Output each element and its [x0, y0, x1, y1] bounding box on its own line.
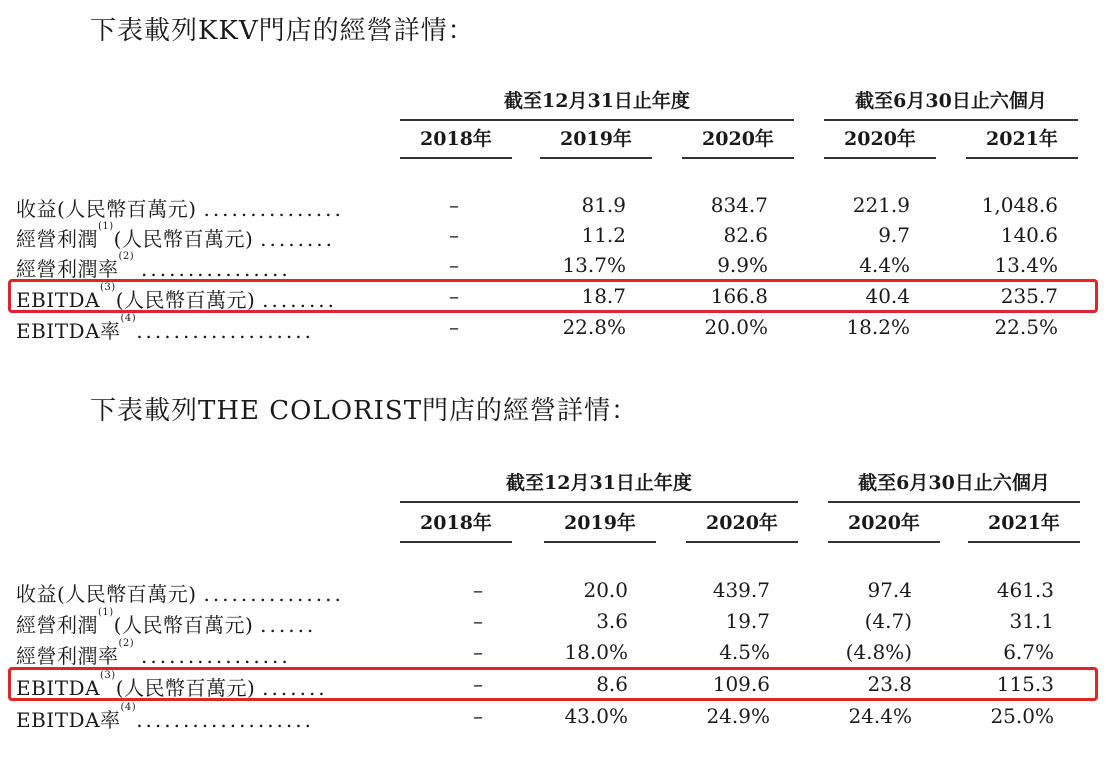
cell-2019: 11.2 — [581, 223, 626, 247]
table-row-ebitda-margin — [0, 704, 1108, 734]
header-year-2020: 2020年 — [682, 124, 794, 159]
table-row-operating-margin — [0, 640, 1108, 670]
cell-2020: 19.7 — [725, 609, 770, 633]
row-label: EBITDA$^{(3)}$(人民幣百萬元) ........ — [16, 282, 338, 312]
cell-2018: – — [473, 704, 483, 728]
cell-2021-half: 31.1 — [1009, 609, 1054, 633]
row-label: EBITDA率$^{(4)}$................... — [16, 702, 314, 732]
header-group-half-year: 截至6月30日止六個月 — [828, 468, 1080, 503]
table-row-revenue — [0, 578, 1108, 608]
cell-2020: 24.9% — [706, 704, 770, 728]
header-group-half-year: 截至6月30日止六個月 — [824, 86, 1078, 121]
cell-2021-half: 6.7% — [1003, 640, 1054, 664]
header-group-annual: 截至12月31日止年度 — [400, 86, 794, 121]
cell-2020-half: 4.4% — [859, 253, 910, 277]
cell-2021-half: 25.0% — [990, 704, 1054, 728]
table-row-ebitda — [0, 672, 1108, 702]
cell-2021-half: 13.4% — [994, 253, 1058, 277]
cell-2020-half: 23.8 — [867, 672, 912, 696]
cell-2018: – — [449, 284, 459, 308]
table-row-ebitda — [0, 284, 1108, 314]
table-row-ebitda-margin — [0, 315, 1108, 345]
header-year-2021-half: 2021年 — [966, 124, 1078, 159]
cell-2019: 3.6 — [596, 609, 628, 633]
cell-2020: 20.0% — [704, 315, 768, 339]
cell-2020: 4.5% — [719, 640, 770, 664]
header-group-annual: 截至12月31日止年度 — [400, 468, 798, 503]
row-label: 經營利潤率$^{(2)}$ ................ — [16, 638, 291, 668]
cell-2020-half: (4.8%) — [845, 640, 912, 664]
cell-2020: 834.7 — [710, 193, 768, 217]
cell-2020: 166.8 — [710, 284, 768, 308]
cell-2019: 22.8% — [562, 315, 626, 339]
table-row-operating-profit — [0, 609, 1108, 639]
cell-2019: 13.7% — [562, 253, 626, 277]
cell-2020: 439.7 — [712, 578, 770, 602]
cell-2018: – — [449, 223, 459, 247]
header-year-2019: 2019年 — [540, 124, 652, 159]
cell-2020-half: 9.7 — [878, 223, 910, 247]
cell-2018: – — [449, 193, 459, 217]
row-label: 收益(人民幣百萬元) ............... — [16, 582, 344, 606]
cell-2018: – — [473, 672, 483, 696]
cell-2020-half: 221.9 — [852, 193, 910, 217]
cell-2021-half: 1,048.6 — [981, 193, 1058, 217]
table-row-operating-profit — [0, 223, 1108, 253]
cell-2021-half: 461.3 — [996, 578, 1054, 602]
header-year-2020-half: 2020年 — [828, 508, 940, 543]
cell-2019: 81.9 — [581, 193, 626, 217]
header-year-2019: 2019年 — [544, 508, 656, 543]
cell-2019: 43.0% — [564, 704, 628, 728]
cell-2019: 20.0 — [583, 578, 628, 602]
cell-2020-half: 24.4% — [848, 704, 912, 728]
cell-2019: 18.7 — [581, 284, 626, 308]
row-label: 收益(人民幣百萬元) ............... — [16, 197, 344, 221]
cell-2020: 82.6 — [723, 223, 768, 247]
cell-2020-half: 97.4 — [867, 578, 912, 602]
row-label: 經營利潤率$^{(2)}$ ................ — [16, 251, 291, 281]
header-year-2021-half: 2021年 — [968, 508, 1080, 543]
row-label: 經營利潤$^{(1)}$(人民幣百萬元) ...... — [16, 607, 317, 637]
section-title-kkv: 下表載列KKV門店的經營詳情： — [90, 16, 475, 46]
cell-2018: – — [473, 578, 483, 602]
table-row-revenue — [0, 193, 1108, 223]
cell-2020: 109.6 — [712, 672, 770, 696]
row-label: 經營利潤$^{(1)}$(人民幣百萬元) ........ — [16, 221, 335, 251]
header-year-2018: 2018年 — [400, 124, 512, 159]
header-year-2020-half: 2020年 — [824, 124, 936, 159]
cell-2018: – — [473, 640, 483, 664]
section-title-the-colorist: 下表載列THE COLORIST門店的經營詳情： — [90, 396, 639, 426]
cell-2018: – — [449, 315, 459, 339]
header-year-2018: 2018年 — [400, 508, 512, 543]
cell-2020: 9.9% — [717, 253, 768, 277]
cell-2021-half: 235.7 — [1000, 284, 1058, 308]
header-year-2020: 2020年 — [686, 508, 798, 543]
cell-2020-half: 40.4 — [865, 284, 910, 308]
cell-2020-half: (4.7) — [864, 609, 912, 633]
cell-2018: – — [449, 253, 459, 277]
cell-2018: – — [473, 609, 483, 633]
cell-2019: 8.6 — [596, 672, 628, 696]
cell-2021-half: 115.3 — [996, 672, 1054, 696]
cell-2021-half: 140.6 — [1000, 223, 1058, 247]
cell-2019: 18.0% — [564, 640, 628, 664]
row-label: EBITDA率$^{(4)}$................... — [16, 313, 314, 343]
cell-2021-half: 22.5% — [994, 315, 1058, 339]
row-label: EBITDA$^{(3)}$(人民幣百萬元) ....... — [16, 670, 328, 700]
cell-2020-half: 18.2% — [846, 315, 910, 339]
